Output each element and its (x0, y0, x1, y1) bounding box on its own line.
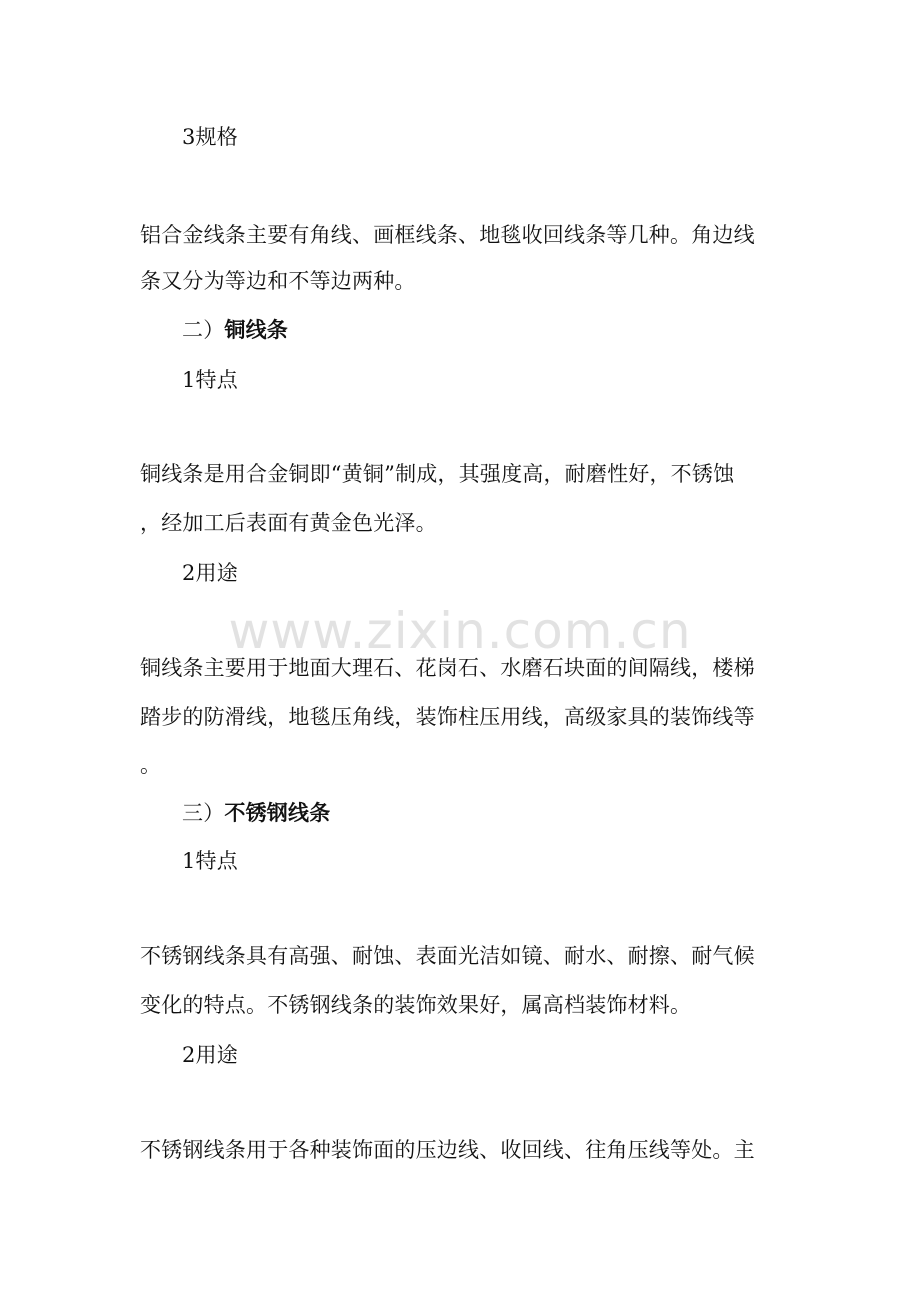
section-label-usage: 2用途 (182, 1043, 238, 1067)
paragraph-line: 条又分为等边和不等边两种。 (140, 269, 416, 293)
paragraph-line: 踏步的防滑线，地毯压角线，装饰柱压用线，高级家具的装饰线等 (140, 705, 755, 729)
heading-text: 铜线条 (224, 318, 289, 342)
paragraph-line: ，经加工后表面有黄金色光泽。 (140, 511, 437, 535)
paragraph-line: 。 (140, 753, 162, 777)
paragraph-line: 变化的特点。不锈钢线条的装饰效果好，属高档装饰材料。 (140, 993, 692, 1017)
paragraph-line: 不锈钢线条用于各种装饰面的压边线、收回线、往角压线等处。主 (140, 1138, 755, 1162)
heading-number: 二） (182, 318, 225, 342)
paragraph-line: 铝合金线条主要有角线、画框线条、地毯收回线条等几种。角边线 (140, 223, 755, 247)
paragraph-line: 不锈钢线条具有高强、耐蚀、表面光洁如镜、耐水、耐擦、耐气候 (140, 944, 755, 968)
section-heading-stainless (182, 800, 330, 826)
heading-number: 三） (182, 801, 225, 825)
section-label-features: 1特点 (182, 849, 238, 873)
section-label-usage: 2用途 (182, 561, 238, 585)
paragraph-line: 铜线条主要用于地面大理石、花岗石、水磨石块面的间隔线，楼梯 (140, 656, 755, 680)
watermark: www.zixin.com.cn (228, 602, 692, 660)
heading-text: 不锈钢线条 (224, 801, 331, 825)
section-heading-copper (182, 317, 288, 343)
section-label-features: 1特点 (182, 368, 238, 392)
paragraph-line: 铜线条是用合金铜即“黄铜”制成，其强度高，耐磨性好，不锈蚀 (140, 462, 735, 486)
section-label-spec: 3规格 (182, 125, 238, 149)
